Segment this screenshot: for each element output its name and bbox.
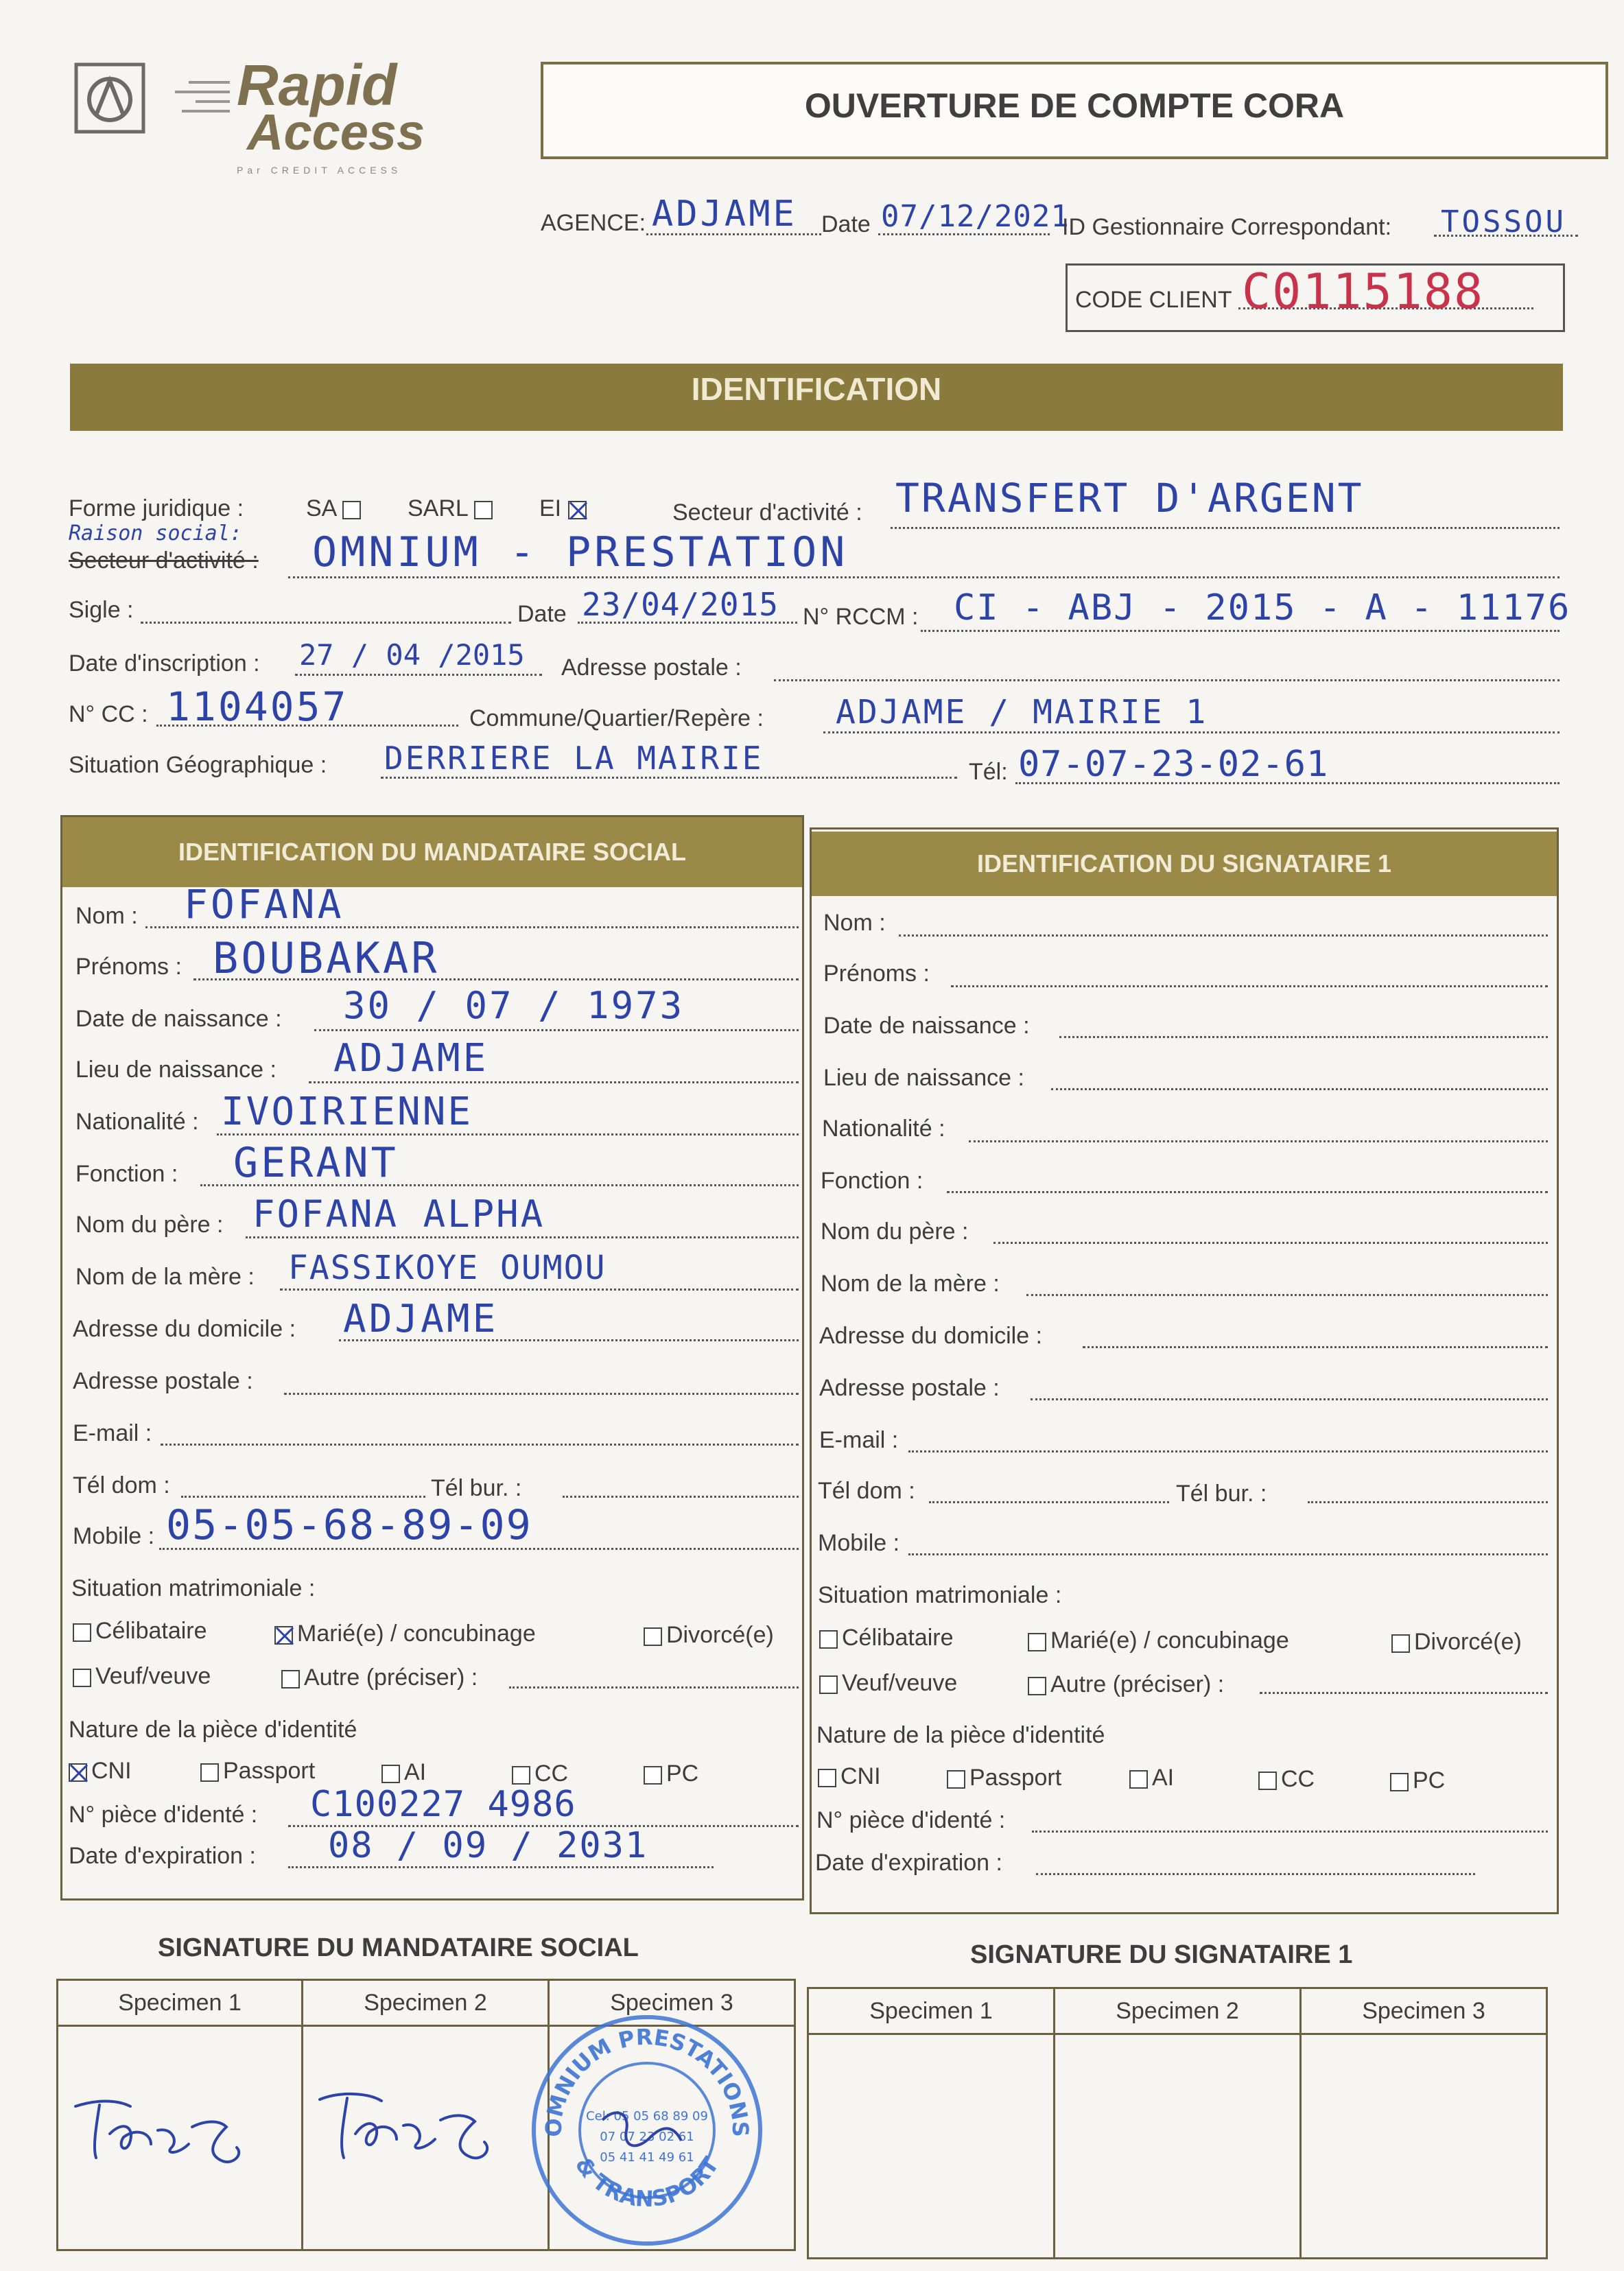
s-marie-checkbox[interactable] bbox=[1028, 1633, 1046, 1651]
s-teldom-label: Tél dom : bbox=[818, 1478, 915, 1504]
m-veuf-checkbox[interactable] bbox=[73, 1669, 91, 1687]
s-passport-checkbox[interactable] bbox=[947, 1770, 965, 1789]
s-celibataire-label: Célibataire bbox=[842, 1625, 954, 1651]
raison-overwrite: Raison social: bbox=[69, 521, 242, 545]
code-client-value[interactable]: C0115188 bbox=[1242, 263, 1485, 320]
m-mere-value[interactable]: FASSIKOYE OUMOU bbox=[288, 1249, 607, 1287]
sig-signataire-title: SIGNATURE DU SIGNATAIRE 1 bbox=[970, 1940, 1353, 1969]
date-label: Date bbox=[821, 211, 871, 237]
m-postale-line bbox=[284, 1393, 799, 1395]
s-pc-label: PC bbox=[1413, 1767, 1446, 1793]
m-cni-label: CNI bbox=[91, 1758, 132, 1784]
m-piece-label: Nature de la pièce d'identité bbox=[69, 1717, 357, 1743]
s-celibataire-checkbox[interactable] bbox=[819, 1630, 838, 1649]
s-specimen1-label: Specimen 1 bbox=[869, 1998, 993, 2024]
commune-line bbox=[823, 731, 1560, 733]
signature-specimen1 bbox=[69, 2079, 261, 2172]
s-opt-divorce[interactable] bbox=[1391, 1629, 1522, 1656]
stamp-phone-3: 05 41 41 49 61 bbox=[600, 2150, 694, 2165]
option-sarl-label: SARL bbox=[408, 495, 468, 521]
s-opt-marie[interactable] bbox=[1028, 1627, 1289, 1654]
m-prenoms-value[interactable]: BOUBAKAR bbox=[213, 933, 440, 983]
m-ai-checkbox[interactable] bbox=[381, 1765, 400, 1783]
m-nom-label: Nom : bbox=[75, 903, 138, 929]
m-lieu-value[interactable]: ADJAME bbox=[333, 1036, 489, 1081]
s-fonction-line bbox=[947, 1191, 1548, 1193]
s-cni-checkbox[interactable] bbox=[818, 1769, 836, 1787]
agence-label: AGENCE: bbox=[541, 210, 646, 236]
m-opt-marie[interactable] bbox=[274, 1621, 536, 1647]
m-opt-passport[interactable] bbox=[200, 1758, 315, 1785]
m-num-label: N° pièce d'identé : bbox=[69, 1802, 258, 1828]
s-lieu-label: Lieu de naissance : bbox=[823, 1065, 1024, 1091]
s-nom-label: Nom : bbox=[823, 910, 886, 936]
rccm-line bbox=[921, 630, 1560, 632]
code-client-label: CODE CLIENT bbox=[1075, 287, 1232, 313]
inscription-line bbox=[295, 674, 542, 676]
m-divorce-label: Divorcé(e) bbox=[666, 1622, 774, 1648]
s-specimen1-header bbox=[807, 1987, 1055, 2035]
m-cni-checkbox-checked[interactable] bbox=[69, 1763, 87, 1782]
s-pc-checkbox[interactable] bbox=[1390, 1773, 1409, 1791]
rccm-label: N° RCCM : bbox=[803, 604, 919, 630]
s-teldom-line bbox=[929, 1501, 1169, 1503]
sig-mandataire-title: SIGNATURE DU MANDATAIRE SOCIAL bbox=[158, 1933, 639, 1962]
m-teldom-label: Tél dom : bbox=[73, 1472, 170, 1498]
stamp-top-path: OMNIUM PRESTATIONS bbox=[540, 2023, 754, 2138]
s-cni-label: CNI bbox=[840, 1763, 881, 1789]
inscription-label: Date d'inscription : bbox=[69, 650, 260, 676]
s-specimen2-label: Specimen 2 bbox=[1116, 1998, 1239, 2024]
s-mere-line bbox=[1026, 1294, 1548, 1296]
commune-label: Commune/Quartier/Repère : bbox=[469, 705, 764, 731]
s-divorce-checkbox[interactable] bbox=[1391, 1634, 1410, 1653]
m-mobile-value[interactable]: 05-05-68-89-09 bbox=[166, 1501, 532, 1549]
s-ai-label: AI bbox=[1152, 1765, 1175, 1791]
brand-speed-lines-icon bbox=[161, 77, 230, 118]
option-sa-label: SA bbox=[306, 495, 336, 521]
cc-label: N° CC : bbox=[69, 701, 148, 727]
s-domicile-label: Adresse du domicile : bbox=[819, 1323, 1043, 1349]
id-date-label: Date bbox=[517, 601, 567, 627]
m-specimen2-header bbox=[301, 1979, 550, 2027]
s-nom-line bbox=[899, 934, 1548, 937]
m-telbur-line bbox=[563, 1496, 799, 1498]
m-telbur-label: Tél bur. : bbox=[431, 1475, 522, 1501]
m-pere-value[interactable]: FOFANA ALPHA bbox=[252, 1192, 545, 1236]
stamp-phone-2: 07 07 23 02 61 bbox=[600, 2130, 694, 2144]
m-num-value[interactable]: C100227 4986 bbox=[310, 1784, 576, 1825]
commune-value[interactable]: ADJAME / MAIRIE 1 bbox=[836, 693, 1208, 731]
s-mobile-label: Mobile : bbox=[818, 1530, 900, 1556]
s-exp-label: Date d'expiration : bbox=[815, 1850, 1002, 1876]
s-pere-line bbox=[993, 1242, 1548, 1244]
m-exp-label: Date d'expiration : bbox=[69, 1843, 256, 1869]
m-naissance-label: Date de naissance : bbox=[75, 1006, 282, 1032]
s-pere-label: Nom du père : bbox=[821, 1219, 969, 1245]
s-ai-checkbox[interactable] bbox=[1129, 1770, 1148, 1789]
signature-specimen2 bbox=[313, 2072, 505, 2172]
secteur-label: Secteur d'activité : bbox=[672, 499, 862, 526]
inscription-value[interactable]: 27 / 04 /2015 bbox=[299, 638, 525, 672]
m-mere-line bbox=[280, 1289, 799, 1291]
stamp-phone-1: Cel: 05 05 68 89 09 bbox=[586, 2109, 708, 2123]
option-ei[interactable] bbox=[539, 495, 591, 522]
s-passport-label: Passport bbox=[969, 1765, 1062, 1791]
m-postale-label: Adresse postale : bbox=[73, 1368, 253, 1394]
m-pere-line bbox=[246, 1236, 799, 1238]
s-naissance-label: Date de naissance : bbox=[823, 1013, 1030, 1039]
m-opt-celibataire[interactable] bbox=[73, 1618, 207, 1645]
m-prenoms-label: Prénoms : bbox=[75, 954, 182, 980]
s-num-line bbox=[1032, 1831, 1548, 1833]
brand-name-access: Access bbox=[247, 104, 425, 161]
sa-checkbox[interactable] bbox=[342, 501, 361, 519]
m-lieu-line bbox=[309, 1081, 799, 1083]
m-nationalite-label: Nationalité : bbox=[75, 1109, 199, 1135]
s-piece-label: Nature de la pièce d'identité bbox=[816, 1722, 1105, 1748]
m-opt-ai[interactable] bbox=[381, 1759, 426, 1786]
s-telbur-line bbox=[1308, 1501, 1548, 1503]
m-specimen2-label: Specimen 2 bbox=[364, 1990, 487, 2016]
id-adresse-postale-label: Adresse postale : bbox=[561, 655, 742, 681]
s-autre-label: Autre (préciser) : bbox=[1050, 1671, 1225, 1697]
m-email-line bbox=[161, 1444, 799, 1446]
s-marie-label: Marié(e) / concubinage bbox=[1050, 1627, 1289, 1654]
brand-name-rapid: Rapid bbox=[237, 53, 397, 117]
s-nationalite-label: Nationalité : bbox=[822, 1116, 945, 1142]
s-telbur-label: Tél bur. : bbox=[1176, 1481, 1267, 1507]
s-prenoms-label: Prénoms : bbox=[823, 961, 930, 987]
m-nationalite-value[interactable]: IVOIRIENNE bbox=[221, 1090, 473, 1134]
s-opt-passport[interactable] bbox=[947, 1765, 1061, 1791]
s-situation-label: Situation matrimoniale : bbox=[818, 1582, 1062, 1608]
mandataire-header: IDENTIFICATION DU MANDATAIRE SOCIAL bbox=[62, 817, 802, 887]
m-ai-label: AI bbox=[404, 1759, 427, 1785]
s-opt-ai[interactable] bbox=[1129, 1765, 1174, 1791]
s-opt-celibataire[interactable] bbox=[819, 1625, 954, 1651]
m-celibataire-label: Célibataire bbox=[95, 1618, 207, 1644]
brand-logo bbox=[72, 60, 148, 136]
m-mere-label: Nom de la mère : bbox=[75, 1264, 255, 1290]
m-specimen1-header bbox=[56, 1979, 303, 2027]
m-divorce-checkbox[interactable] bbox=[644, 1627, 662, 1646]
m-domicile-label: Adresse du domicile : bbox=[73, 1316, 296, 1342]
m-autre-label: Autre (préciser) : bbox=[304, 1664, 478, 1691]
s-prenoms-line bbox=[951, 985, 1548, 987]
secteur-value[interactable]: TRANSFERT D'ARGENT bbox=[895, 475, 1364, 521]
m-cc-checkbox[interactable] bbox=[512, 1766, 530, 1785]
m-exp-line bbox=[288, 1866, 714, 1868]
m-celibataire-checkbox[interactable] bbox=[73, 1623, 91, 1642]
m-specimen1-label: Specimen 1 bbox=[118, 1990, 242, 2016]
rccm-value[interactable]: CI - ABJ - 2015 - A - 11176 bbox=[954, 587, 1571, 628]
m-domicile-value[interactable]: ADJAME bbox=[343, 1297, 499, 1341]
s-nationalite-line bbox=[969, 1140, 1548, 1142]
id-date-value[interactable]: 23/04/2015 bbox=[582, 586, 779, 623]
gestionnaire-value[interactable]: TOSSOU bbox=[1441, 204, 1566, 239]
s-autre-checkbox[interactable] bbox=[1028, 1677, 1046, 1695]
m-pere-label: Nom du père : bbox=[75, 1212, 224, 1238]
logo-mark-icon bbox=[72, 60, 148, 136]
id-tel-value[interactable]: 07-07-23-02-61 bbox=[1018, 744, 1329, 785]
sigle-label: Sigle : bbox=[69, 597, 134, 623]
s-num-label: N° pièce d'identé : bbox=[816, 1807, 1006, 1833]
identification-title: IDENTIFICATION bbox=[691, 371, 942, 407]
m-nom-value[interactable]: FOFANA bbox=[184, 881, 344, 928]
m-email-label: E-mail : bbox=[73, 1420, 152, 1446]
m-autre-line bbox=[509, 1686, 799, 1688]
m-cc-label: CC bbox=[534, 1761, 569, 1787]
s-specimen1-cell[interactable] bbox=[807, 2033, 1055, 2259]
raison-value[interactable]: OMNIUM - PRESTATION bbox=[312, 528, 849, 576]
raison-label: Secteur d'activité : bbox=[69, 548, 259, 574]
m-marie-checkbox-checked[interactable] bbox=[274, 1626, 293, 1645]
brand-tagline: Par CREDIT ACCESS bbox=[237, 165, 402, 176]
s-specimen3-label: Specimen 3 bbox=[1362, 1998, 1485, 2024]
s-domicile-line bbox=[1083, 1346, 1548, 1348]
s-exp-line bbox=[1036, 1873, 1475, 1875]
m-opt-divorce[interactable] bbox=[644, 1622, 774, 1649]
s-veuf-checkbox[interactable] bbox=[819, 1675, 838, 1694]
s-specimen2-cell[interactable] bbox=[1053, 2033, 1302, 2259]
stamp-bottom-path: & TRANSPORT bbox=[569, 2152, 725, 2213]
s-postale-line bbox=[1031, 1398, 1548, 1400]
id-tel-label: Tél: bbox=[969, 759, 1008, 785]
s-fonction-label: Fonction : bbox=[821, 1168, 923, 1194]
id-adresse-postale-line bbox=[774, 679, 1560, 681]
gestionnaire-label: ID Gestionnaire Correspondant: bbox=[1062, 214, 1392, 240]
signataire-section bbox=[810, 827, 1559, 1914]
m-passport-checkbox[interactable] bbox=[200, 1763, 219, 1782]
m-opt-autre[interactable] bbox=[281, 1664, 478, 1691]
s-email-line bbox=[908, 1450, 1548, 1452]
secteur-line bbox=[891, 527, 1560, 529]
m-naissance-value[interactable]: 30 / 07 / 1973 bbox=[343, 984, 685, 1027]
s-mobile-line bbox=[908, 1553, 1548, 1555]
m-autre-checkbox[interactable] bbox=[281, 1670, 300, 1688]
sigle-line bbox=[141, 622, 511, 624]
s-opt-veuf[interactable] bbox=[819, 1670, 957, 1697]
option-sarl[interactable] bbox=[408, 495, 497, 522]
company-stamp bbox=[527, 2010, 767, 2250]
m-passport-label: Passport bbox=[223, 1758, 316, 1784]
m-teldom-line bbox=[181, 1496, 425, 1498]
m-opt-cni[interactable] bbox=[69, 1758, 132, 1785]
s-veuf-label: Veuf/veuve bbox=[842, 1670, 958, 1696]
s-opt-cni[interactable] bbox=[818, 1763, 881, 1790]
ei-checkbox-checked[interactable] bbox=[568, 501, 587, 519]
s-mere-label: Nom de la mère : bbox=[821, 1271, 1000, 1297]
option-sa[interactable] bbox=[306, 495, 365, 522]
s-specimen2-header bbox=[1053, 1987, 1302, 2035]
situation-geo-line bbox=[381, 777, 957, 779]
m-veuf-label: Veuf/veuve bbox=[95, 1663, 211, 1689]
date-value[interactable]: 07/12/2021 bbox=[881, 199, 1070, 234]
m-lieu-label: Lieu de naissance : bbox=[75, 1057, 276, 1083]
option-ei-label: EI bbox=[539, 495, 562, 521]
s-autre-line bbox=[1260, 1692, 1548, 1694]
m-pc-checkbox[interactable] bbox=[644, 1766, 662, 1785]
s-opt-cc[interactable] bbox=[1258, 1766, 1315, 1793]
s-specimen3-header bbox=[1299, 1987, 1548, 2035]
m-fonction-value[interactable]: GERANT bbox=[233, 1139, 399, 1187]
cc-value[interactable]: 1104057 bbox=[166, 683, 349, 730]
s-postale-label: Adresse postale : bbox=[819, 1375, 1000, 1401]
s-opt-autre[interactable] bbox=[1028, 1671, 1224, 1698]
s-cc-checkbox[interactable] bbox=[1258, 1772, 1277, 1790]
m-marie-label: Marié(e) / concubinage bbox=[297, 1621, 536, 1647]
raison-line bbox=[288, 576, 1560, 578]
m-pc-label: PC bbox=[666, 1761, 699, 1787]
m-opt-veuf[interactable] bbox=[73, 1663, 211, 1690]
situation-geo-value[interactable]: DERRIERE LA MAIRIE bbox=[384, 740, 764, 777]
m-fonction-label: Fonction : bbox=[75, 1161, 178, 1187]
s-email-label: E-mail : bbox=[819, 1427, 899, 1453]
s-specimen3-cell[interactable] bbox=[1299, 2033, 1548, 2259]
s-opt-pc[interactable] bbox=[1390, 1767, 1445, 1794]
agence-value[interactable]: ADJAME bbox=[652, 193, 797, 235]
m-opt-pc[interactable] bbox=[644, 1761, 698, 1787]
s-naissance-line bbox=[1059, 1036, 1548, 1038]
situation-geo-label: Situation Géographique : bbox=[69, 752, 327, 778]
m-naissance-line bbox=[314, 1029, 799, 1031]
form-title: OUVERTURE DE COMPTE CORA bbox=[804, 86, 1345, 125]
s-lieu-line bbox=[1051, 1088, 1548, 1090]
sarl-checkbox[interactable] bbox=[474, 501, 493, 519]
s-cc-label: CC bbox=[1281, 1766, 1315, 1792]
forme-juridique-label: Forme juridique : bbox=[69, 495, 244, 521]
m-situation-label: Situation matrimoniale : bbox=[71, 1575, 316, 1601]
s-divorce-label: Divorcé(e) bbox=[1414, 1629, 1522, 1655]
signataire-header: IDENTIFICATION DU SIGNATAIRE 1 bbox=[812, 832, 1557, 896]
m-specimen3-label: Specimen 3 bbox=[610, 1990, 733, 2016]
m-mobile-label: Mobile : bbox=[73, 1523, 155, 1549]
m-exp-value[interactable]: 08 / 09 / 2031 bbox=[328, 1825, 648, 1866]
